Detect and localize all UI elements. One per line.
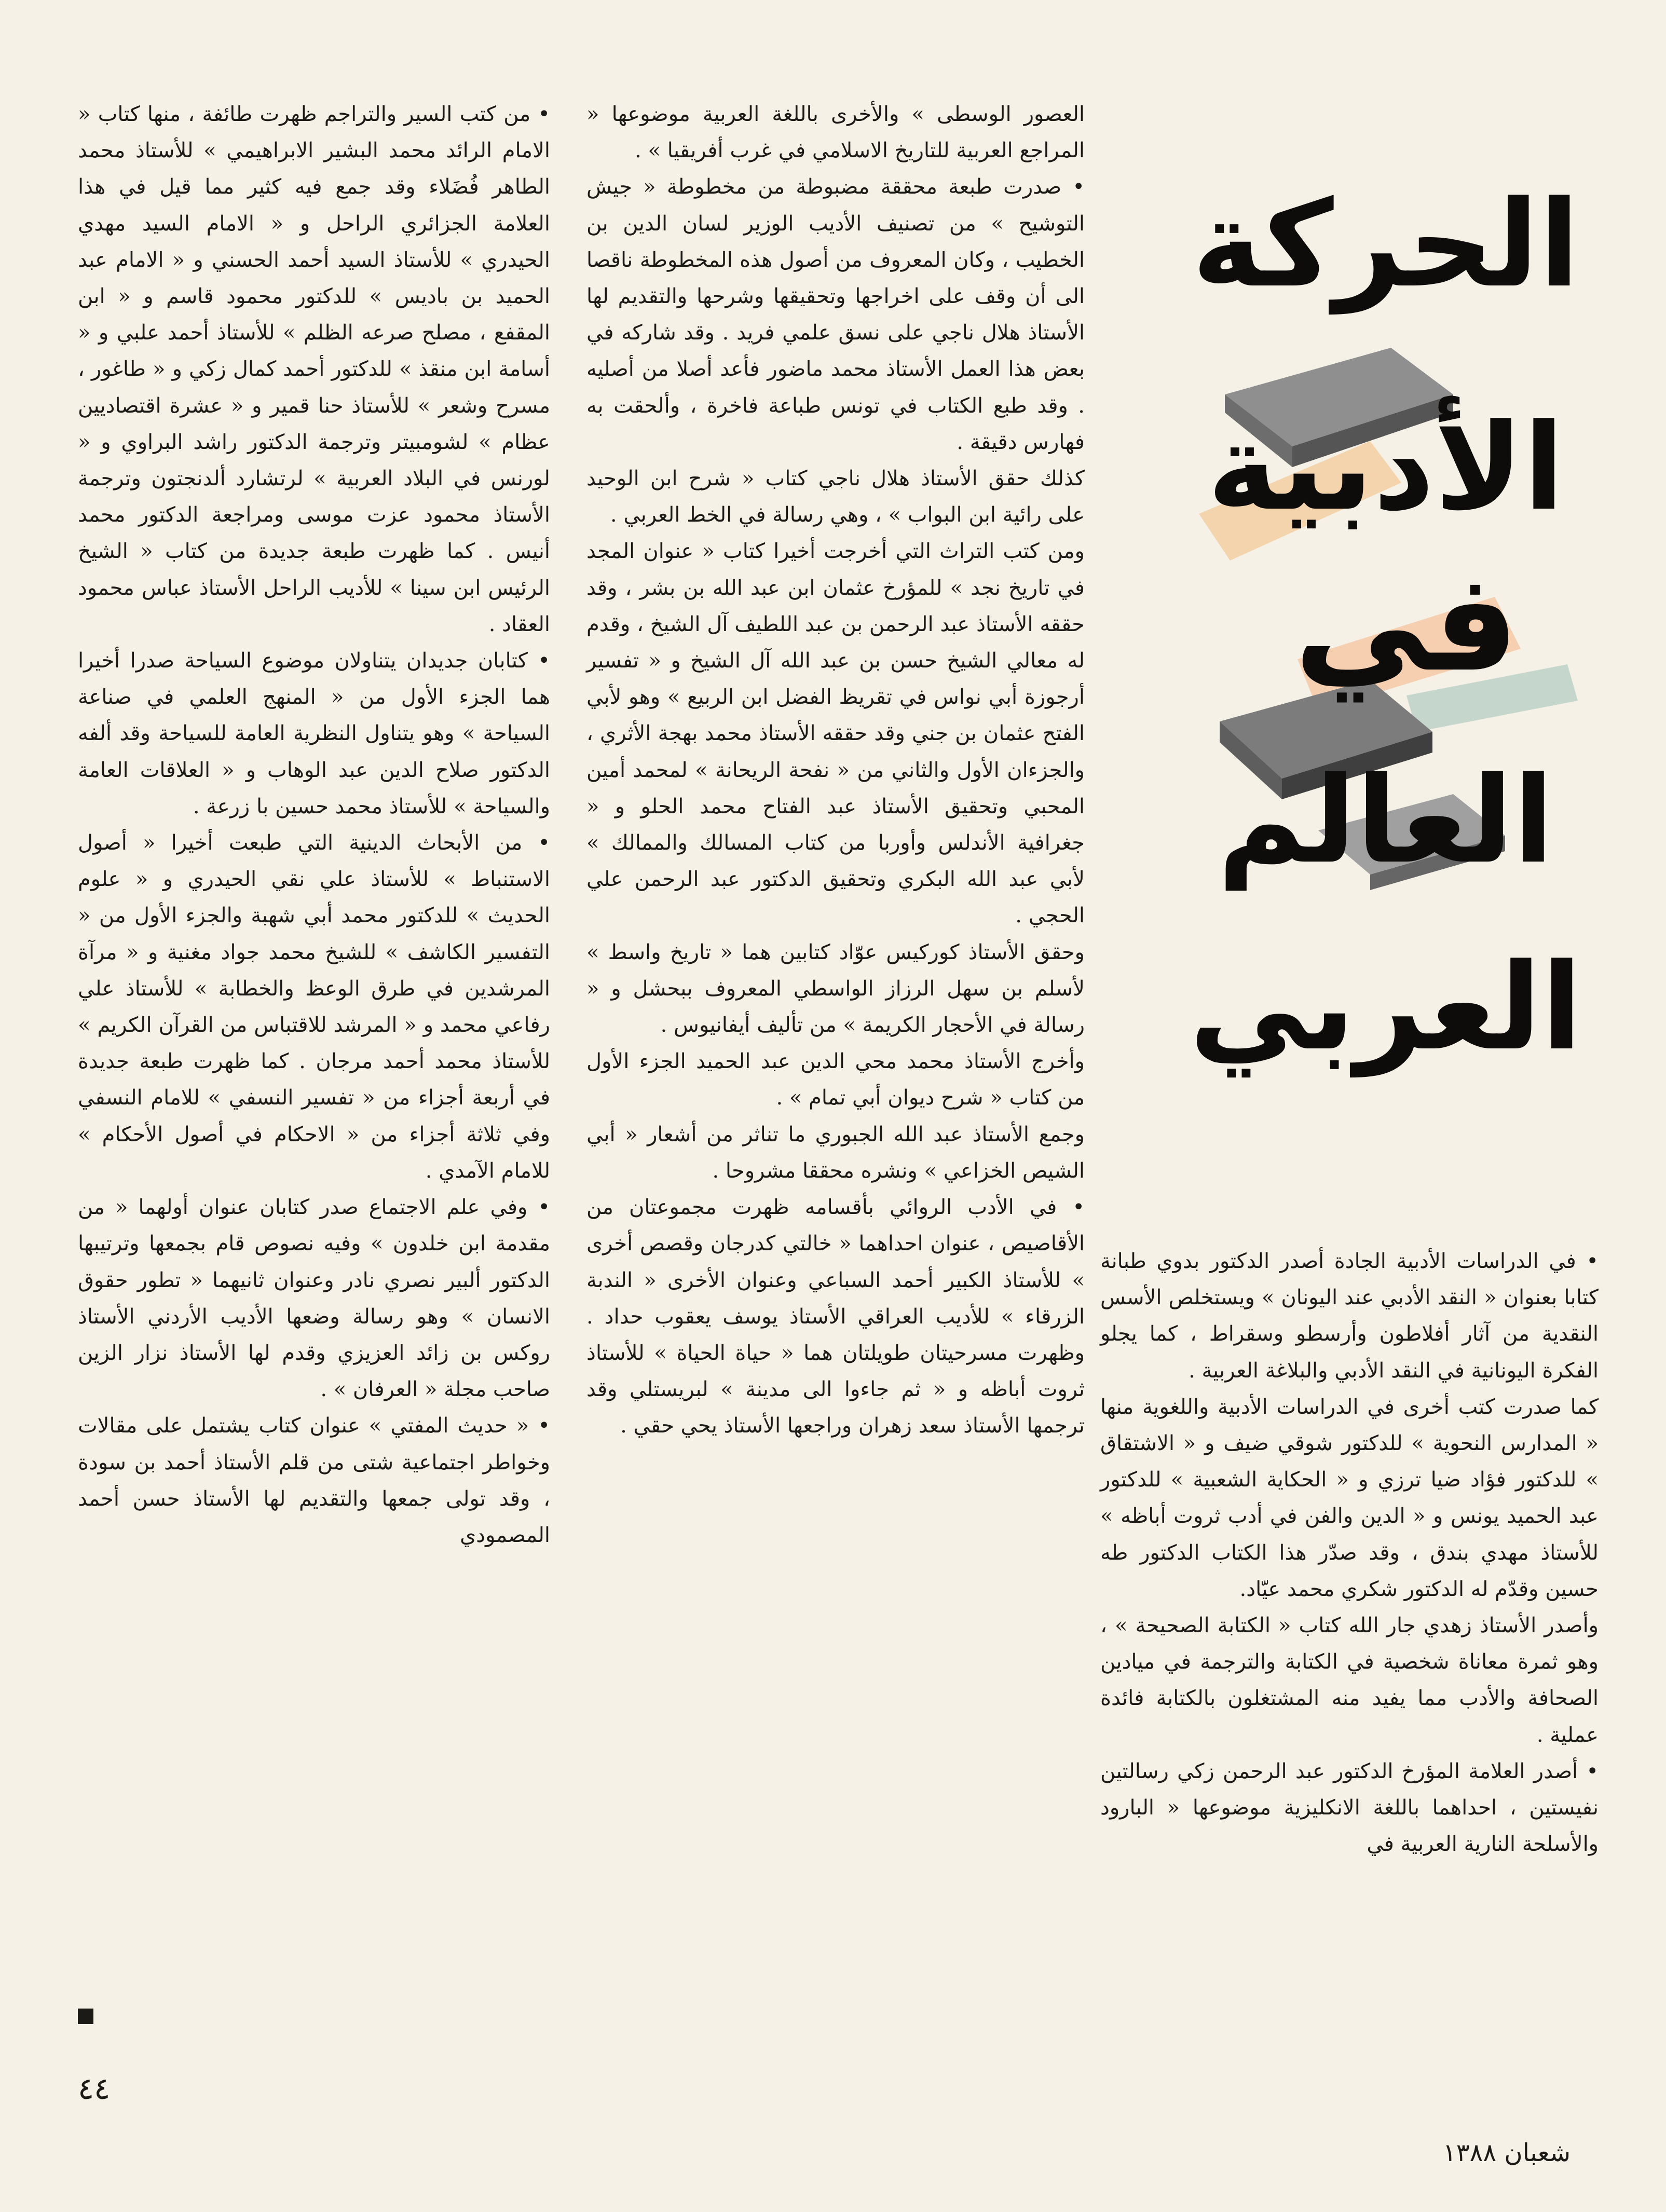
paragraph: • أصدر العلامة المؤرخ الدكتور عبد الرحمن زكي رسالتين نفيستين ، احداهما باللغة الانكليزية موضوعها « البارود والأسلحة النارية العربية في xyxy=(1100,1759,1599,1856)
paragraph: • كتابان جديدان يتناولان موضوع السياحة صدرا أخيرا هما الجزء الأول من « المنهج العلمي في صناعة السياحة » وهو يتناول النظرية العامة للسياحة وقد ألفه الدكتور صلاح الدين عبد الوهاب و « العلاقات العامة والسياحة » للأستاذ محمد حسين با زرعة . xyxy=(78,649,550,818)
paragraph: وحقق الأستاذ كوركيس عوّاد كتابين هما « تاريخ واسط » لأسلم بن سهل الرزاز الواسطي المعروف ببحشل و « رسالة في الأحجار الكريمة » من تأليف أيفانيوس . xyxy=(586,940,1085,1037)
title-line-1: الحركة xyxy=(1192,175,1580,314)
title-line-5: العربي xyxy=(1189,938,1582,1077)
paragraph: ومن كتب التراث التي أخرجت أخيرا كتاب « عنوان المجد في تاريخ نجد » للمؤرخ عثمان ابن عبد الله بن بشر ، وقد حققه الأستاذ عبد الرحمن بن عبد اللطيف آل الشيخ ، وقدم له معالي الشيخ حسن بن عبد الله آل الشيخ و « تفسير أرجوزة أبي نواس في تقريظ الفضل ابن الربيع » وهو لأبي الفتح عثمان بن جني وقد حققه الأستاذ محمد بهجة الأثري ، والجزءان الأول والثاني من « نفحة الريحانة » لمحمد أمين المحبي وتحقيق الأستاذ عبد الفتاح محمد الحلو و « جغرافية الأندلس وأوربا من كتاب المسالك والممالك » لأبي عبد الله البكري وتحقيق الدكتور عبد الرحمن علي الحجي . xyxy=(586,539,1085,928)
article-column-left xyxy=(78,96,550,2110)
title-line-4: العالم xyxy=(1217,752,1554,890)
paragraph: • في الدراسات الأدبية الجادة أصدر الدكتور بدوي طبانة كتابا بعنوان « النقد الأدبي عند اليونان » ويستخلص الأسس النقدية من آثار أفلاطون وأرسطو وسقراط ، كما يجلو الفكرة اليونانية في النقد الأدبي والبلاغة العربية . xyxy=(1100,1249,1599,1383)
paragraph: وأخرج الأستاذ محمد محي الدين عبد الحميد الجزء الأول من كتاب « شرح ديوان أبي تمام » . xyxy=(586,1049,1085,1110)
title-line-2: الأدبية xyxy=(1207,399,1564,537)
issue-date: شعبان ١٣٨٨ xyxy=(1443,2138,1571,2167)
paragraph: • وفي علم الاجتماع صدر كتابان عنوان أولهما « من مقدمة ابن خلدون » وفيه نصوص قام بجمعها وترتيبها الدكتور ألبير نصري نادر وعنوان ثانيهما « تطور حقوق الانسان » وهو رسالة وضعها الأديب الأردني الأستاذ روكس بن زائد العزيزي وقدم لها الأستاذ نزار الزين صاحب مجلة « العرفان » . xyxy=(78,1195,550,1402)
paragraph: • من كتب السير والتراجم ظهرت طائفة ، منها كتاب « الامام الرائد محمد البشير الابراهيمي » للأستاذ محمد الطاهر فُضَلاء وقد جمع فيه كثير مما قيل في هذا العلامة الجزائري الراحل و « الامام السيد مهدي الحيدري » للأستاذ السيد أحمد الحسني و « الامام عبد الحميد بن باديس » للدكتور محمود قاسم و « ابن المقفع ، مصلح صرعه الظلم » للأستاذ أحمد علبي و « أسامة ابن منقذ » للدكتور أحمد كمال زكي و « طاغور ، مسرح وشعر » للأستاذ حنا قمير و « عشرة اقتصاديين عظام » لشومبيتر وترجمة الدكتور راشد البراوي و « لورنس في البلاد العربية » لرتشارد ألدنجتون وترجمة الأستاذ محمود عزت موسى ومراجعة الدكتور محمد أنيس . كما ظهرت طبعة جديدة من كتاب « الشيخ الرئيس ابن سينا » للأديب الراحل الأستاذ عباس محمود العقاد . xyxy=(78,102,551,636)
paragraph: كما صدرت كتب أخرى في الدراسات الأدبية واللغوية منها « المدارس النحوية » للدكتور شوقي ضيف و « الاشتقاق » للدكتور فؤاد ضيا ترزي و « الحكاية الشعبية » للدكتور عبد الحميد يونس و « الدين والفن في أدب ثروت أباظه » للأستاذ مهدي بندق ، وقد صدّر هذا الكتاب الدكتور طه حسين وقدّم له الدكتور شكري محمد عيّاد. xyxy=(1100,1395,1599,1601)
end-of-article-mark xyxy=(78,2009,93,2024)
article-column-middle xyxy=(586,96,1085,2110)
paragraph: • من الأبحاث الدينية التي طبعت أخيرا « أصول الاستنباط » للأستاذ علي نقي الحيدري و « علوم الحديث » للدكتور محمد أبي شهبة والجزء الأول من « التفسير الكاشف » للشيخ محمد جواد مغنية و « مرآة المرشدين في طرق الوعظ والخطابة » للأستاذ علي رفاعي محمد و « المرشد للاقتباس من القرآن الكريم » للأستاذ محمد أحمد مرجان . كما ظهرت طبعة جديدة في أربعة أجزاء من « تفسير النسفي » للامام النسفي وفي ثلاثة أجزاء من « الاحكام في أصول الأحكام » للامام الآمدي . xyxy=(78,831,551,1183)
title-line-3: في xyxy=(1294,545,1519,702)
paragraph: • « حديث المفتي » عنوان كتاب يشتمل على مقالات وخواطر اجتماعية شتى من قلم الأستاذ أحمد بن سودة ، وقد تولى جمعها والتقديم لها الأستاذ حسن أحمد المصمودي xyxy=(78,1414,550,1547)
page-number: ٤٤ xyxy=(78,2071,111,2106)
paragraph: العصور الوسطى » والأخرى باللغة العربية موضوعها « المراجع العربية للتاريخ الاسلامي في غرب أفريقيا » . xyxy=(586,102,1085,163)
paragraph: كذلك حقق الأستاذ هلال ناجي كتاب « شرح ابن الوحيد على رائية ابن البواب » ، وهي رسالة في الخط العربي . xyxy=(586,467,1085,527)
title-artwork xyxy=(1163,151,1588,1085)
paragraph: وجمع الأستاذ عبد الله الجبوري ما تناثر من أشعار « أبي الشيص الخزاعي » ونشره محققا مشروحا . xyxy=(586,1122,1085,1183)
paragraph: • في الأدب الروائي بأقسامه ظهرت مجموعتان من الأقاصيص ، عنوان احداهما « خالتي كدرجان وقصص أخرى » للأستاذ الكبير أحمد السباعي وعنوان الأخرى « الندبة الزرقاء » للأديب العراقي الأستاذ يوسف يعقوب حداد . وظهرت مسرحيتان طويلتان هما « حياة الحياة » للأستاذ ثروت أباظه و « ثم جاءوا الى مدينة » لبريستلي وقد ترجمها الأستاذ سعد زهران وراجعها الأستاذ يحي حقي . xyxy=(586,1195,1085,1438)
article-column-right xyxy=(1100,1243,1599,2136)
paragraph: وأصدر الأستاذ زهدي جار الله كتاب « الكتابة الصحيحة » ، وهو ثمرة معاناة شخصية في الكتابة والترجمة في ميادين الصحافة والأدب مما يفيد منه المشتغلون بالكتابة فائدة عملية . xyxy=(1100,1614,1599,1747)
paragraph: • صدرت طبعة محققة مضبوطة من مخطوطة « جيش التوشيح » من تصنيف الأديب الوزير لسان الدين بن الخطيب ، وكان المعروف من أصول هذه المخطوطة ناقصا الى أن وقف على اخراجها وتحقيقها وشرحها والتقديم لها الأستاذ هلال ناجي على نسق علمي فريد . وقد شاركه في بعض هذا العمل الأستاذ محمد ماضور فأعد أصلا من أصليه . وقد طبع الكتاب في تونس طباعة فاخرة ، وألحقت به فهارس دقيقة . xyxy=(586,175,1085,454)
